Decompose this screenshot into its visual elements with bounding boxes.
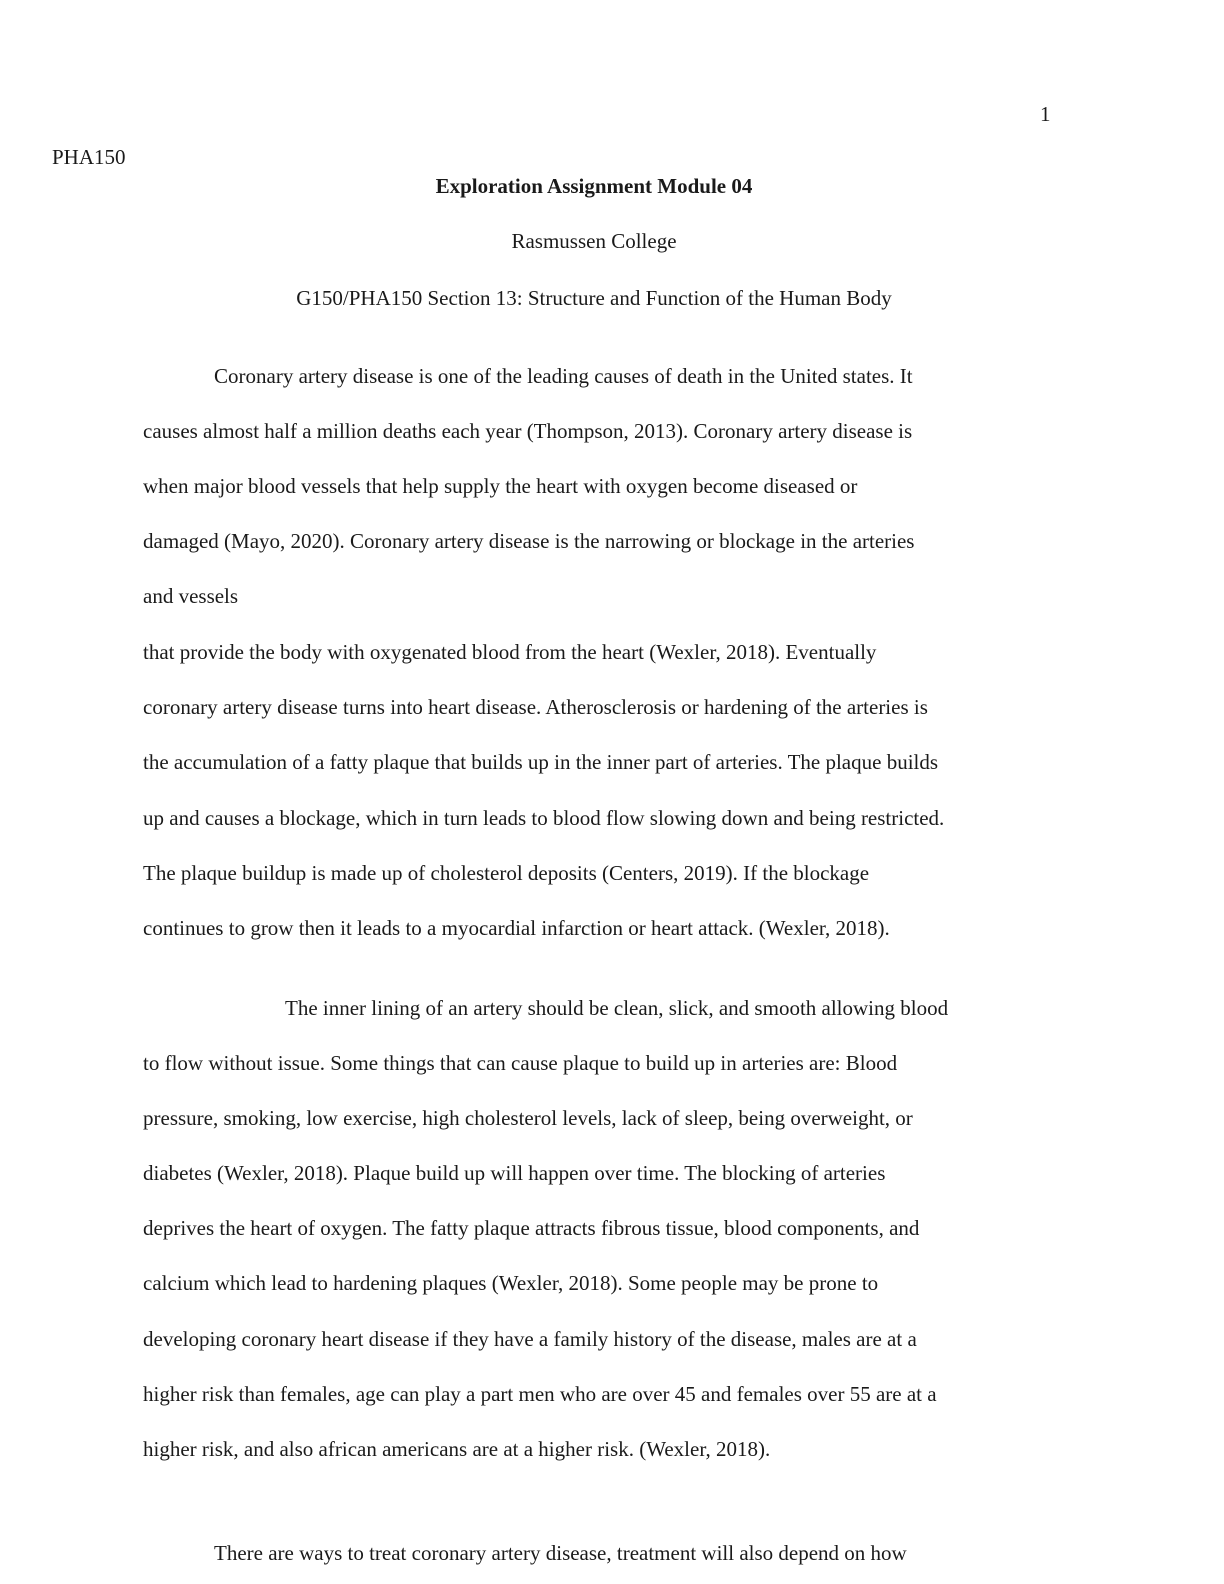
page-number: 1 [1040,102,1051,126]
running-head: PHA150 [52,145,126,169]
paragraph-line: pressure, smoking, low exercise, high cholesterol levels, lack of sleep, being overweight, or [143,1106,913,1130]
document-title: Exploration Assignment Module 04 [435,174,753,198]
paragraph-line: developing coronary heart disease if they have a family history of the disease, males are at a [143,1327,917,1351]
paragraph-line: There are ways to treat coronary artery disease, treatment will also depend on how [214,1541,907,1565]
paragraph-line: higher risk than females, age can play a part men who are over 45 and females over 55 are at a [143,1382,937,1406]
paragraph-line: up and causes a blockage, which in turn leads to blood flow slowing down and being restricted. [143,806,945,830]
course-name: G150/PHA150 Section 13: Structure and Function of the Human Body [296,286,892,310]
paragraph-line: damaged (Mayo, 2020). Coronary artery disease is the narrowing or blockage in the arteries [143,529,915,553]
institution-name: Rasmussen College [511,229,677,253]
paragraph-line: The inner lining of an artery should be clean, slick, and smooth allowing blood [285,996,949,1020]
paragraph-line: Coronary artery disease is one of the leading causes of death in the United states. It [214,364,913,388]
paragraph-line: continues to grow then it leads to a myocardial infarction or heart attack. (Wexler, 2018). [143,916,890,940]
paragraph-line: and vessels [143,584,239,608]
paragraph-line: that provide the body with oxygenated blood from the heart (Wexler, 2018). Eventually [143,640,877,664]
paragraph-line: deprives the heart of oxygen. The fatty plaque attracts fibrous tissue, blood components, and [143,1216,920,1240]
paragraph-line: when major blood vessels that help supply the heart with oxygen become diseased or [143,474,858,498]
paragraph-line: the accumulation of a fatty plaque that builds up in the inner part of arteries. The plaque builds [143,750,939,774]
paragraph-line: to flow without issue. Some things that can cause plaque to build up in arteries are: Blood [143,1051,898,1075]
paragraph-line: diabetes (Wexler, 2018). Plaque build up will happen over time. The blocking of arteries [143,1161,886,1185]
paragraph-line: higher risk, and also african americans are at a higher risk. (Wexler, 2018). [143,1437,771,1461]
paragraph-line: The plaque buildup is made up of cholesterol deposits (Centers, 2019). If the blockage [143,861,870,885]
paragraph-line: causes almost half a million deaths each year (Thompson, 2013). Coronary artery disease is [143,419,913,443]
paragraph-line: coronary artery disease turns into heart disease. Atherosclerosis or hardening of the arteries is [143,695,928,719]
paragraph-line: calcium which lead to hardening plaques (Wexler, 2018). Some people may be prone to [143,1271,879,1295]
